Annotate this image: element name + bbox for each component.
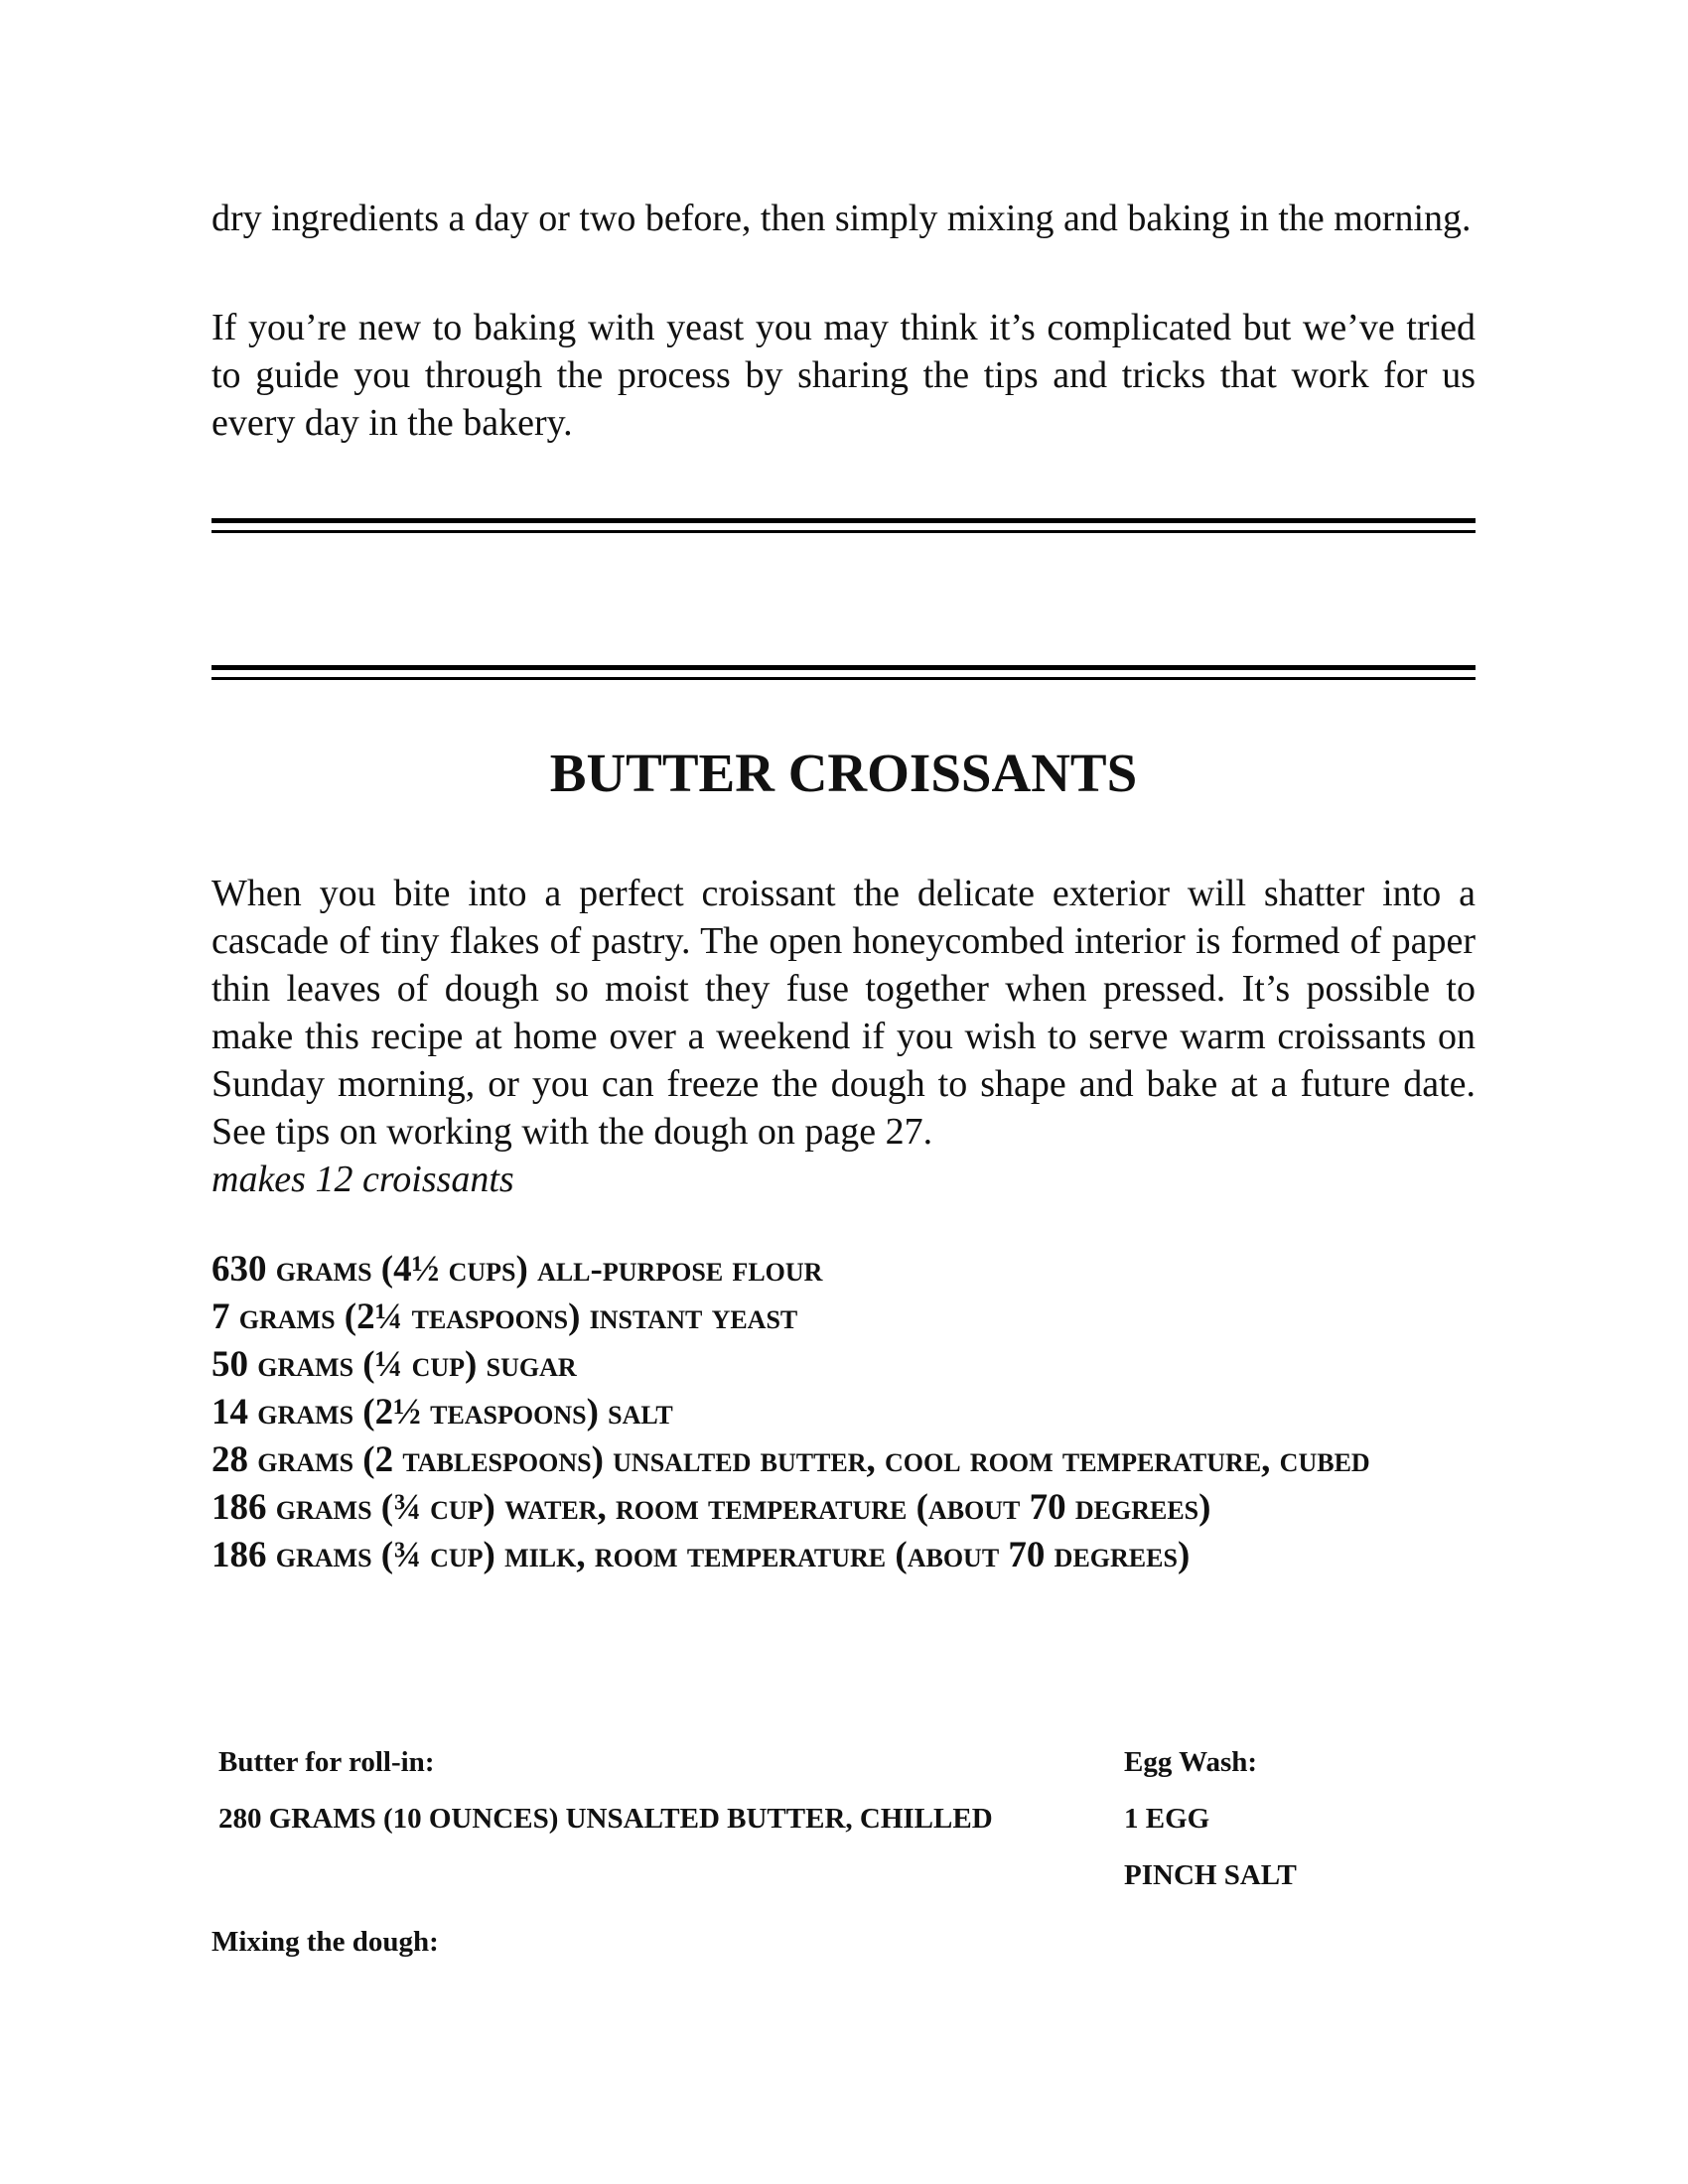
ingredient-item: 28 grams (2 tablespoons) unsalted butter, cool room temperature, cubed (211, 1439, 1370, 1480)
mixing-heading: Mixing the dough: (211, 1926, 439, 1958)
recipe-title: BUTTER CROISSANTS (549, 743, 1138, 803)
butter-rollin-heading: Butter for roll-in: (218, 1746, 435, 1778)
ingredient-item: 186 grams (¾ cup) water, room temperature (about 70 degrees) (211, 1487, 1211, 1528)
section-divider (211, 518, 1476, 533)
section-divider (211, 665, 1476, 680)
recipe-description-section (211, 870, 1476, 1203)
ingredient-item: 50 grams (¼ cup) sugar (211, 1344, 577, 1385)
ingredient-item: 7 grams (2¼ teaspoons) instant yeast (211, 1297, 798, 1337)
butter-rollin-section (218, 1734, 993, 1847)
butter-rollin-item: 280 GRAMS (10 OUNCES) UNSALTED BUTTER, CHILLED (218, 1803, 993, 1835)
egg-wash-item: PINCH SALT (1124, 1859, 1297, 1891)
ingredient-item: 186 grams (¾ cup) milk, room temperature (about 70 degrees) (211, 1535, 1191, 1575)
egg-wash-heading: Egg Wash: (1124, 1746, 1258, 1778)
intro-paragraph: dry ingredients a day or two before, then simply mixing and baking in the morning. (211, 198, 1472, 239)
ingredient-item: 14 grams (2½ teaspoons) salt (211, 1392, 673, 1433)
ingredient-list (211, 1246, 1476, 1579)
recipe-description (211, 870, 1476, 1203)
egg-wash-section (1124, 1734, 1297, 1904)
intro-paragraph: If you’re new to baking with yeast you may think it’s complicated but we’ve tried to guide you through the process by sharing the tips and tricks that work for us every day in the bakery. (211, 307, 1476, 444)
intro-section (211, 195, 1476, 447)
egg-wash-item: 1 EGG (1124, 1803, 1210, 1835)
ingredient-item: 630 grams (4½ cups) all-purpose flour (211, 1249, 823, 1290)
recipe-yield: makes 12 croissants (211, 1159, 514, 1200)
recipe-description-text: When you bite into a perfect croissant the delicate exterior will shatter into a cascade of tiny flakes of pastry. The open honeycombed interior is formed of paper thin leaves of dough so moist they fuse together when pressed. It’s possible to make this recipe at home over a weekend if you wish to serve warm croissants on Sunday morning, or you can freeze the dough to shape and bake at a future date. See tips on working with the dough on page 27. (211, 873, 1476, 1153)
